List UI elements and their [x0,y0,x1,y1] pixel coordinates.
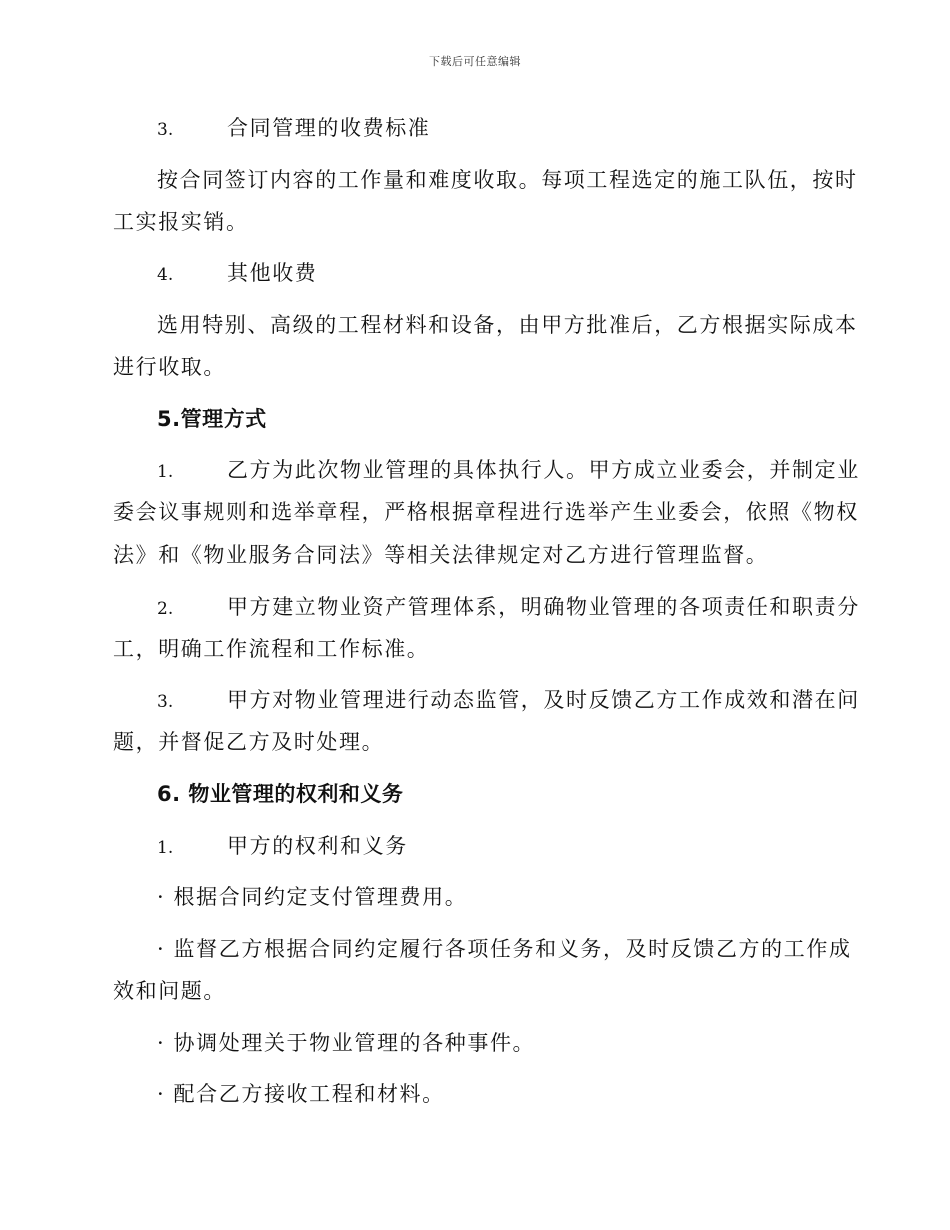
bullet-item: · 配合乙方接收工程和材料。 [157,1082,445,1106]
list-number: 1. [157,462,174,482]
list-item-text: 合同管理的收费标准 [227,116,431,140]
paragraph-line: 按合同签订内容的工作量和难度收取。每项工程选定的施工队伍，按时 [157,168,858,192]
list-item-heading [157,114,430,144]
section-heading: 5.管理方式 [157,407,267,431]
paragraph-line: 进行收取。 [113,355,226,379]
list-number: 3. [157,120,174,140]
list-number: 3. [157,692,174,712]
list-item [157,593,860,623]
paragraph-line: 委会议事规则和选举章程，严格根据章程进行选举产生业委会，依照《物权 [113,500,859,524]
paragraph-line: 工，明确工作流程和工作标准。 [113,637,430,661]
list-item [157,686,860,716]
list-item-text: 甲方建立物业资产管理体系，明确物业管理的各项责任和职责分 [227,595,860,619]
list-item [157,456,860,486]
list-item-text: 甲方对物业管理进行动态监管，及时反馈乙方工作成效和潜在问 [227,688,860,712]
section-heading: 6. 物业管理的权利和义务 [157,782,404,806]
list-item-text: 甲方的权利和义务 [227,834,408,858]
list-item-heading [157,832,408,862]
list-number: 1. [157,838,174,858]
paragraph-line: 法》和《物业服务合同法》等相关法律规定对乙方进行管理监督。 [113,543,769,567]
list-item-text: 乙方为此次物业管理的具体执行人。甲方成立业委会，并制定业 [227,458,860,482]
page-header: 下载后可任意编辑 [429,55,521,68]
paragraph-line: 题，并督促乙方及时处理。 [113,730,385,754]
list-number: 4. [157,265,174,285]
paragraph-line: 选用特别、高级的工程材料和设备，由甲方批准后，乙方根据实际成本 [157,313,858,337]
paragraph-line: 效和问题。 [113,979,226,1003]
bullet-item: · 根据合同约定支付管理费用。 [157,885,468,909]
bullet-item: · 协调处理关于物业管理的各种事件。 [157,1031,536,1055]
list-number: 2. [157,599,174,619]
paragraph-line: 工实报实销。 [113,210,249,234]
list-item-text: 其他收费 [227,261,318,285]
list-item-heading [157,259,317,289]
bullet-item: · 监督乙方根据合同约定履行各项任务和义务，及时反馈乙方的工作成 [157,937,852,961]
